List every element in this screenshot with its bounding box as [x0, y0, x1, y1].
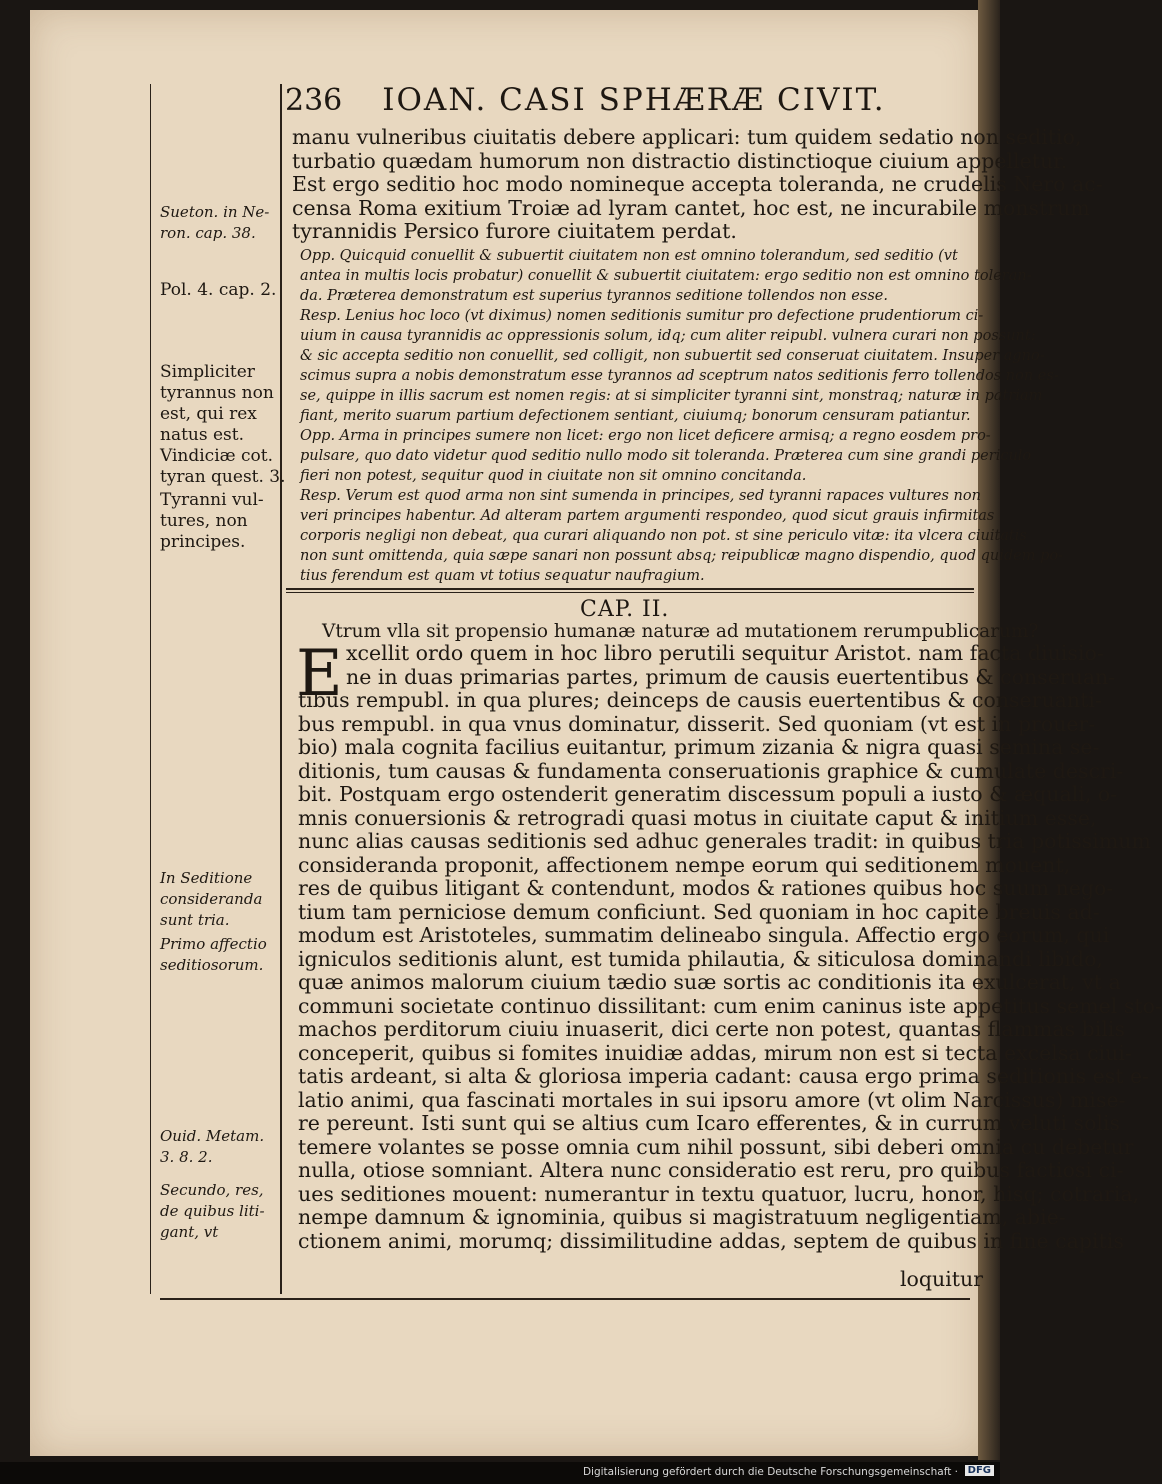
text-line: modum est Aristoteles, summatim delineabo singula. Affectio ergo eorum, qui — [298, 923, 1110, 947]
text-line: ne in duas primarias partes, primum de causis euertentibus & conseruan- — [346, 664, 1116, 689]
margin-note-line: Pol. 4. cap. 2. — [160, 280, 277, 300]
text-line: veri principes habentur. Ad alteram partem argumenti respondeo, quod sicut grauis infirmitas — [300, 508, 995, 524]
running-title: IOAN. CASI SPHÆRÆ CIVIT. — [382, 82, 886, 118]
margin-note-line: Vindiciæ cot. — [160, 446, 274, 466]
catchword: loquitur — [900, 1267, 984, 1291]
chapter-body-continued — [298, 689, 1162, 1253]
margin-note-line: gant, vt — [160, 1223, 219, 1241]
chapter-subtitle: Vtrum vlla sit propensio humanæ naturæ ad mutationem rerumpublicarum? — [322, 621, 1039, 642]
margin-note-line: Secundo, res, — [160, 1181, 264, 1199]
margin-note-line: ron. cap. 38. — [160, 224, 256, 242]
text-line: fiant, merito suarum partium defectionem sentiant, ciuiumq; bonorum censuram patiantur. — [300, 408, 971, 424]
text-line: nunc alias causas seditionis sed adhuc generales tradit: in quibus tria potissimum — [298, 829, 1151, 853]
footer-credit: Digitalisierung gefördert durch die Deutsche Forschungsgemeinschaft · — [582, 1466, 958, 1478]
text-line: Resp. Verum est quod arma non sint sumenda in principes, sed tyranni rapaces vultures non — [300, 488, 981, 504]
margin-note-simpliciter — [160, 362, 286, 488]
text-line: nempe damnum & ignominia, quibus si magistratuum negligentiam, abie- — [298, 1205, 1066, 1229]
margin-note-secundo — [160, 1180, 265, 1243]
text-line: tium tam perniciose demum conficiunt. Sed quoniam in hoc capite breuis ad- — [298, 899, 1100, 924]
margin-note-line: consideranda — [160, 890, 263, 908]
margin-note-line: tyrannus non — [160, 383, 274, 403]
opening-paragraph — [292, 126, 1103, 244]
dfg-logo: DFG — [965, 1465, 994, 1476]
text-line: pulsare, quo dato videtur quod seditio nullo modo sit toleranda. Præterea cum sine grandi periculo — [300, 448, 1032, 464]
margin-note-line: 3. 8. 2. — [160, 1148, 213, 1166]
text-line: quæ animos malorum ciuium tædio suæ sortis ac conditionis ita exulcerat, vt a — [298, 970, 1121, 994]
text-line: manu vulneribus ciuitatis debere applicari: tum quidem sedatio non seditio, — [292, 125, 1082, 149]
text-line: ues seditiones mouent: numerantur in textu quatuor, lucru, honor, hisq; cotraria, — [298, 1181, 1140, 1206]
text-line: antea in multis locis probatur) conuellit & subuertit ciuitatem: ergo seditio non est omnino toleran- — [300, 268, 1032, 284]
section-rule — [286, 588, 974, 590]
text-line: machos perditorum ciuiu inuaserit, dici certe non potest, quantas flammas bilis — [298, 1017, 1125, 1041]
margin-note-seditione — [160, 868, 262, 931]
margin-note-line: tyran quest. 3. — [160, 467, 286, 487]
text-line: scimus supra a nobis demonstratum esse tyrannos ad sceptrum natos seditionis ferro tollendos non es- — [300, 368, 1059, 384]
margin-note-line: Ouid. Metam. — [160, 1127, 265, 1145]
page-header — [285, 82, 975, 122]
margin-note-primo — [160, 934, 267, 976]
text-line: bit. Postquam ergo ostenderit generatim discessum populi a iusto & æquali, o- — [298, 782, 1118, 806]
margin-note-line: sunt tria. — [160, 911, 230, 929]
text-line: tyrannidis Persico furore ciuitatem perdat. — [292, 219, 737, 243]
margin-note-line: Primo affectio — [160, 935, 267, 953]
text-line: Opp. Quicquid conuellit & subuertit ciuitatem non est omnino tolerandum, sed seditio (vt — [300, 248, 958, 264]
margin-note-line: Sueton. in Ne- — [160, 203, 270, 221]
margin-note-ouid — [160, 1126, 264, 1168]
bottom-rule — [160, 1298, 970, 1300]
text-line: turbatio quædam humorum non distractio distinctioque ciuium appelletur. — [292, 148, 1068, 173]
margin-note-line: seditiosorum. — [160, 956, 264, 974]
text-line: ditionis, tum causas & fundamenta conseruationis graphice & cumulate descri- — [298, 758, 1124, 783]
chapter-body — [346, 642, 1115, 689]
margin-note-line: tures, non — [160, 511, 248, 531]
text-line: conceperit, quibus si fomites inuidiæ addas, mirum non est si tecta excelsa ciui- — [298, 1040, 1132, 1065]
margin-note-politica — [160, 280, 276, 301]
left-frame-line — [150, 84, 151, 1294]
margin-note-tyranni — [160, 490, 264, 553]
text-line: consideranda proponit, affectionem nempe eorum qui seditionem mouent, — [298, 852, 1071, 877]
margin-note-suetonius — [160, 202, 269, 244]
margin-note-line: de quibus liti- — [160, 1202, 265, 1220]
text-line: & sic accepta seditio non conuellit, sed colligit, non subuertit sed conseruat ciuitatem. Insuper agno- — [300, 348, 1045, 364]
page-number: 236 — [285, 83, 343, 118]
text-line: res de quibus litigant & contendunt, modos & rationes quibus hoc suum nego- — [298, 876, 1114, 900]
text-line: Opp. Arma in principes sumere non licet: ergo non licet deficere armisq; a regno eosdem pro- — [300, 428, 991, 444]
text-line: communi societate continuo dissilitant: cum enim caninus iste appetitus semel sto- — [298, 993, 1162, 1018]
text-line: Est ergo seditio hoc modo nomineque accepta toleranda, ne crudelis Nero ac- — [292, 172, 1103, 196]
text-line: da. Præterea demonstratum est superius tyrannos seditione tollendos non esse. — [300, 288, 888, 304]
disputation-block — [300, 246, 1063, 586]
margin-note-line: In Seditione — [160, 869, 253, 887]
text-line: censa Roma exitium Troiæ ad lyram cantet, hoc est, ne incurabile monstrum — [292, 195, 1090, 220]
drop-cap: E — [296, 637, 343, 711]
text-line: ctionem animi, morumq; dissimilitudine addas, septem de quibus in fine capitis — [298, 1228, 1124, 1253]
text-line: tius ferendum est quam vt totius sequatur naufragium. — [300, 568, 705, 584]
text-line: corporis negligi non debeat, qua curari aliquando non pot. st sine periculo vitæ: ita vlcera ciuitatis — [300, 528, 1027, 544]
text-line: fieri non potest, sequitur quod in ciuitate non sit omnino concitanda. — [300, 468, 807, 484]
margin-note-line: est, qui rex — [160, 404, 257, 424]
margin-note-line: Tyranni vul- — [160, 490, 264, 510]
text-line: igniculos seditionis alunt, est tumida philautia, & siticulosa dominandi libido, — [298, 946, 1103, 971]
text-line: bio) mala cognita facilius euitantur, primum zizania & nigra quasi semina se- — [298, 735, 1100, 759]
text-line: Resp. Lenius hoc loco (vt diximus) nomen seditionis sumitur pro defectione prudentiorum ci- — [300, 308, 984, 324]
text-line: mnis conuersionis & retrogradi quasi motus in ciuitate caput & initium esse, — [298, 805, 1097, 830]
text-line: uium in causa tyrannidis ac oppressionis solum, idq; cum aliter reipubl. vulnera curari non possunt: — [300, 328, 1036, 344]
margin-note-line: Simpliciter — [160, 362, 255, 382]
margin-divider — [280, 84, 282, 1294]
text-line: latio animi, qua fascinati mortales in sui ipsoru amore (vt olim Narcissus) mise- — [298, 1087, 1126, 1112]
text-line: non sunt omittenda, quia sæpe sanari non possunt absq; reipublicæ magno dispendio, quod quidem po- — [300, 548, 1063, 564]
section-rule-thin — [286, 592, 974, 593]
text-line: tatis ardeant, si alta & gloriosa imperia cadant: causa ergo prima seditionis est e- — [298, 1064, 1150, 1088]
text-line: bus rempubl. in qua vnus dominatur, disserit. Sed quoniam (vt est in prouer- — [298, 711, 1096, 736]
text-line: re pereunt. Isti sunt qui se altius cum Icaro efferentes, & in currum veluti solis — [298, 1111, 1121, 1135]
margin-note-line: principes. — [160, 532, 246, 552]
text-line: se, quippe in illis sacrum est nomen regis: at si simpliciter tyranni sint, monstraq; naturæ in patriam — [300, 388, 1043, 404]
chapter-heading: CAP. II. — [580, 597, 670, 622]
text-line: xcellit ordo quem in hoc libro perutili sequitur Aristot. nam facta diuisio- — [346, 641, 1104, 665]
text-line: tibus rempubl. in qua plures; deinceps de causis euertentibus & conseruanti- — [298, 688, 1102, 712]
margin-note-line: natus est. — [160, 425, 245, 445]
text-line: temere volantes se posse omnia cum nihil possunt, sibi deberi omnia cu debetur — [298, 1134, 1134, 1159]
footer-bar — [0, 1462, 1000, 1484]
text-line: nulla, otiose somniant. Altera nunc consideratio est reru, pro quibus factiosi ci- — [298, 1158, 1124, 1182]
